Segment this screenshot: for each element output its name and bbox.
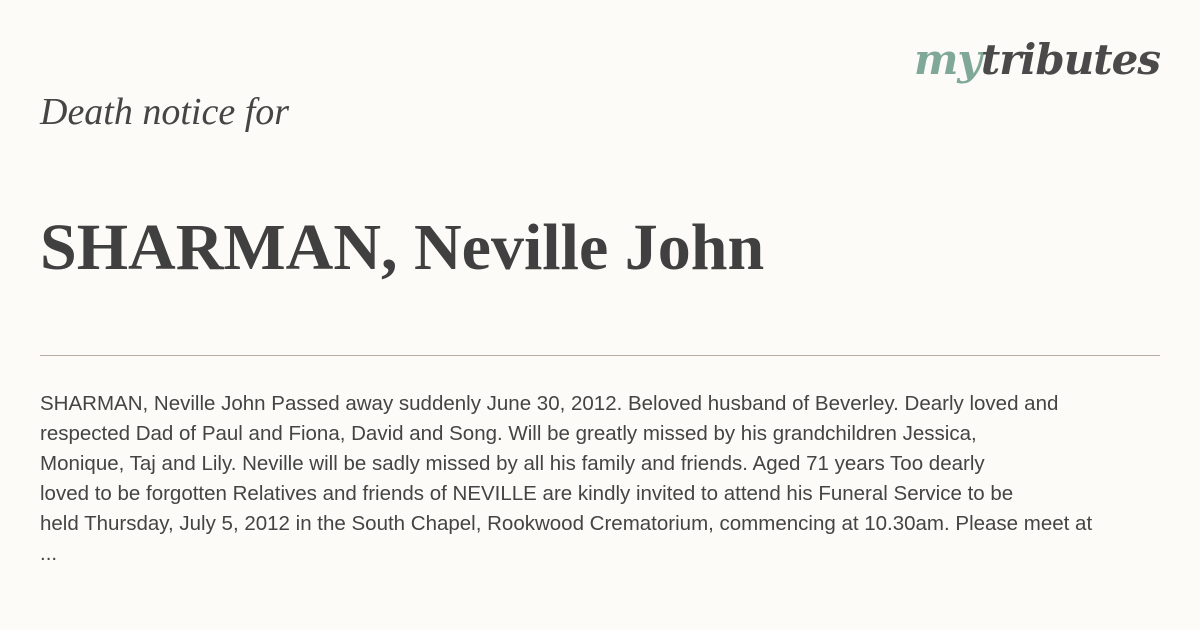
notice-ellipsis: ... xyxy=(40,542,58,565)
logo-text-my: my xyxy=(913,35,981,84)
notice-line: Monique, Taj and Lily. Neville will be sadly missed by all his family and friends. Aged 71 years Too dearly xyxy=(40,452,985,475)
notice-line: respected Dad of Paul and Fiona, David and Song. Will be greatly missed by his grandchildren Jessica, xyxy=(40,422,977,445)
page-subtitle: Death notice for xyxy=(40,91,290,133)
notice-line: loved to be forgotten Relatives and friends of NEVILLE are kindly invited to attend his Funeral Service to be xyxy=(40,482,1014,505)
deceased-name: SHARMAN, Neville John xyxy=(40,211,765,284)
mytributes-logo[interactable] xyxy=(914,36,1160,84)
notice-line: SHARMAN, Neville John Passed away suddenly June 30, 2012. Beloved husband of Beverley. Dearly loved and xyxy=(40,392,1059,415)
logo-text-tributes: tributes xyxy=(980,35,1160,84)
notice-text xyxy=(40,389,1190,569)
notice-line: held Thursday, July 5, 2012 in the South Chapel, Rookwood Crematorium, commencing at 10.30am. Please meet at xyxy=(40,512,1093,535)
divider xyxy=(40,355,1160,356)
